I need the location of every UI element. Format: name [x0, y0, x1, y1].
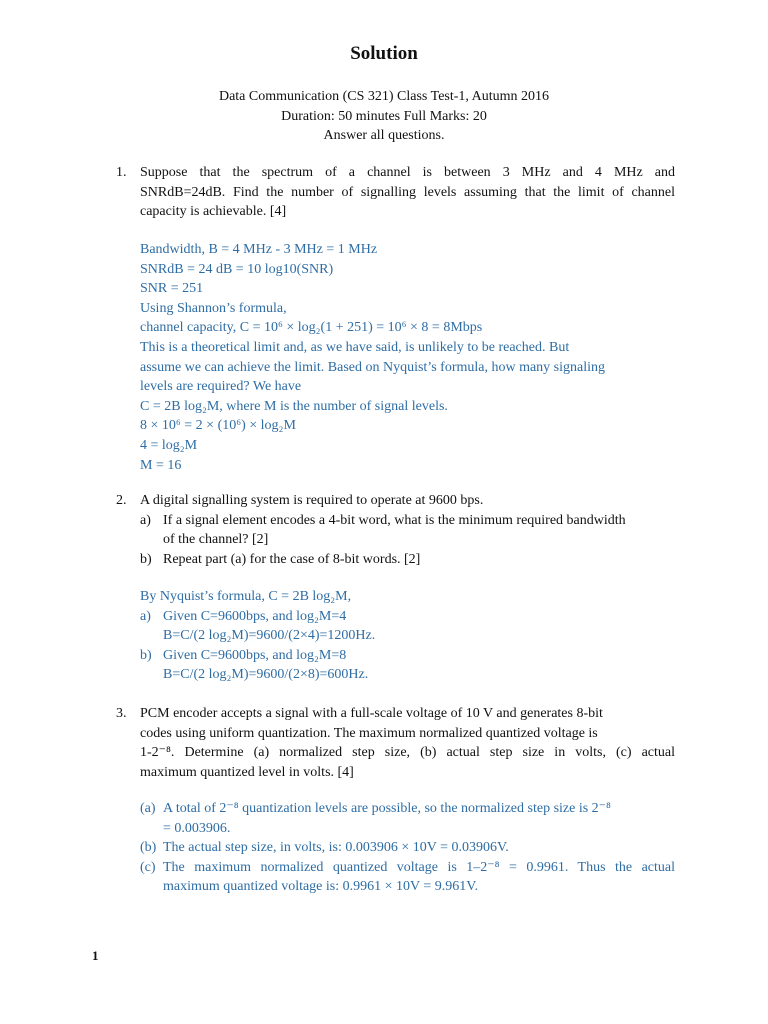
part-label: (c) [140, 859, 156, 875]
question-3 [116, 704, 675, 782]
answer-line: Using Shannon’s formula, [140, 300, 287, 316]
answer-line: M = 16 [140, 457, 182, 473]
part-text-line: If a signal element encodes a 4-bit word, what is the minimum required bandwidth [163, 512, 626, 528]
answer-part-a [140, 607, 675, 646]
answer-line: The maximum normalized quantized voltage is 1–2⁻⁸ = 0.9961. Thus the actual [163, 859, 675, 875]
answer-line: The actual step size, in volts, is: 0.003906 × 10V = 0.03906V. [163, 840, 509, 856]
answer-line: = 0.003906. [163, 820, 231, 836]
question-text-line: SNRdB=24dB. Find the number of signalling levels assuming that the limit of channel [140, 184, 675, 200]
answer-line: SNRdB = 24 dB = 10 log10(SNR) [140, 261, 334, 277]
question-number: 2. [116, 493, 127, 508]
part-label: b) [140, 551, 152, 567]
answer-part-b [140, 646, 675, 685]
answer-1 [140, 240, 675, 475]
part-label: (b) [140, 840, 157, 856]
answer-line: This is a theoretical limit and, as we have said, is unlikely to be reached. But [140, 339, 570, 355]
question-number: 3. [116, 706, 127, 721]
part-text-line: of the channel? [2] [163, 532, 269, 548]
answer-line: C = 2B log₂M, where M is the number of signal levels. [140, 398, 448, 414]
test-header [0, 87, 768, 146]
answer-line: 8 × 10⁶ = 2 × (10⁶) × log₂M [140, 418, 296, 434]
part-label: a) [140, 512, 151, 528]
answer-line: maximum quantized voltage is: 0.9961 × 10V = 9.961V. [163, 879, 479, 895]
question-part-b [140, 550, 675, 570]
question-text-line: capacity is achievable. [4] [140, 204, 287, 220]
course-line: Data Communication (CS 321) Class Test-1, Autumn 2016 [218, 89, 550, 104]
answer-2 [140, 587, 675, 685]
question-text-line: A digital signalling system is required to operate at 9600 bps. [140, 493, 484, 508]
answer-line: B=C/(2 log₂M)=9600/(2×4)=1200Hz. [163, 628, 376, 644]
instruction-line: Answer all questions. [323, 128, 445, 144]
page-number: 1 [92, 948, 99, 963]
part-label: (a) [140, 801, 156, 816]
question-number: 1. [116, 165, 127, 180]
answer-line: A total of 2⁻⁸ quantization levels are possible, so the normalized step size is 2⁻⁸ [163, 801, 611, 816]
duration-line: Duration: 50 minutes Full Marks: 20 [281, 108, 487, 124]
page-title: Solution [350, 43, 418, 64]
answer-line: 4 = log₂M [140, 437, 198, 453]
answer-line: Given C=9600bps, and log₂M=8 [163, 647, 347, 663]
answer-line: B=C/(2 log₂M)=9600/(2×8)=600Hz. [163, 667, 369, 683]
question-part-a [140, 511, 675, 550]
question-text-line: 1-2⁻⁸. Determine (a) normalized step size, (b) actual step size in volts, (c) actual [140, 745, 675, 761]
part-label: b) [140, 647, 152, 663]
answer-line: channel capacity, C = 10⁶ × log₂(1 + 251) = 10⁶ × 8 = 8Mbps [140, 320, 483, 336]
answer-part-b [140, 838, 675, 858]
part-label: a) [140, 608, 151, 624]
answer-line: Bandwidth, B = 4 MHz - 3 MHz = 1 MHz [140, 242, 378, 257]
answer-line: SNR = 251 [140, 281, 204, 297]
answer-3 [140, 799, 675, 897]
answer-line: By Nyquist’s formula, C = 2B log₂M, [140, 589, 352, 604]
answer-part-a [140, 799, 675, 838]
answer-line: Given C=9600bps, and log₂M=4 [163, 608, 347, 624]
question-1 [116, 163, 675, 222]
question-text-line: PCM encoder accepts a signal with a full-scale voltage of 10 V and generates 8-bit [140, 706, 603, 721]
question-text-line: maximum quantized level in volts. [4] [140, 764, 354, 780]
question-text-line: codes using uniform quantization. The maximum normalized quantized voltage is [140, 725, 598, 741]
question-text-line: Suppose that the spectrum of a channel is between 3 MHz and 4 MHz and [140, 165, 675, 180]
answer-part-c [140, 858, 675, 897]
question-2 [116, 491, 675, 569]
answer-line: levels are required? We have [140, 379, 302, 395]
part-text-line: Repeat part (a) for the case of 8-bit words. [2] [163, 551, 421, 567]
answer-line: assume we can achieve the limit. Based on Nyquist’s formula, how many signaling [140, 359, 606, 375]
